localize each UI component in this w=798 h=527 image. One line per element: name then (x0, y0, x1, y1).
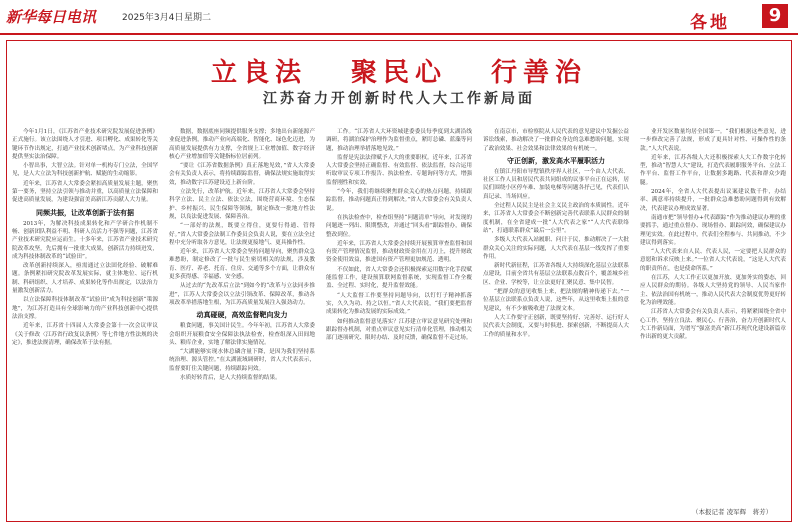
headline-part: 聚民心 (350, 58, 447, 88)
headline-part: 立良法 (210, 58, 307, 88)
body-paragraph: 粮食问题，事关国计民生。今年年初，江苏省人大常委会组织开展粮食安全保障法执法检查，检查组深入田间地头、粮库企业，实地了解法律实施情况。 (169, 323, 315, 346)
body-paragraph: “一部好的法规，既要立得住，更要行得通、管得好。”省人大常委会法制工作委员会负责人说，要在立法全过程中充分听取各方意见，让法规更接地气、更具操作性。 (169, 223, 315, 246)
body-paragraph: 在执法检查中，检查组坚持“问题清单”导向，对发现的问题逐一列出、限期整改，并通过“回头看”跟踪督办，确保整改到位。 (326, 214, 472, 238)
body-paragraph: 多级人大代表入站履职、问计于民，推动解决了一大批群众关心关注的实际问题，人大代表在基层一线发挥了重要作用。 (483, 237, 629, 260)
body-paragraph: “人大监督工作要坚持问题导向，以钉钉子精神抓落实，久久为功、持之以恒。”省人大代表说，“我们要把监督成果转化为推动发展的实际成效。” (326, 292, 472, 316)
body-paragraph: 在江苏，人大工作正以更加开放、更加务实的姿态，回应人民群众的期待。各级人大坚持党的领导、人民当家作主、依法治国有机统一，推动人民代表大会制度优势更好转化为治理效能。 (640, 275, 786, 306)
text-column (483, 128, 629, 518)
section-subheading: 同频共振，让改革创新于法有据 (36, 208, 134, 217)
section-title: 各地 (690, 13, 730, 33)
body-paragraph: 近年来，江苏省人大常委会持续开展预算审查监督和国有资产管理情况监督，推动财政资金用在刀刃上，提升财政资金使用效益，推进国有资产管理更加规范、透明。 (326, 240, 472, 264)
reporter-credit: （本报记者 凌军辉 蒋芳） (692, 508, 773, 516)
text-column (326, 128, 472, 518)
body-paragraph: 在南京市，市检察院从人民代表的意见建议中发掘公益诉讼线索，推动解决了一批群众身边的急难愁盼问题，实现了政治效果、社会效果和法律效果的有机统一。 (483, 129, 629, 152)
body-paragraph: 近年来，江苏省人大常委会紧扣高质量发展主题，聚焦第一要务，坚持立法引领与推动并重，以高质量立法保障和促进高质量发展，为建设强富美高新江苏贡献人大力量。 (12, 180, 158, 204)
body-paragraph: 不仅如此，省人大常委会还积极探索运用数字化手段赋能监督工作，建设预算联网监督系统，实现监督工作全覆盖、全过程、实时化，提升监督效能。 (326, 266, 472, 290)
body-paragraph: 全过程人民民主是社会主义民主政治的本质属性。近年来，江苏省人大常委会不断创新完善代表联系人民群众的制度机制，在全省建成一批“人大代表之家”“人大代表联络站”，打通联系群众“最后一公里”。 (483, 203, 629, 234)
body-paragraph: 监督是宪法法律赋予人大的重要职权。近年来，江苏省人大常委会坚持正确监督、有效监督、依法监督，综合运用听取审议专项工作报告、执法检查、专题询问等方式，增强监督刚性和实效。 (326, 154, 472, 186)
body-paragraph: 新时代新征程，江苏省各级人大持续深化基层立法联系点建设，目前全省共有基层立法联系点数百个，覆盖城乡社区、企业、学校等，让立法更好汇聚民意、集中民智。 (483, 263, 629, 286)
article-headline (0, 52, 798, 89)
masthead (0, 0, 798, 34)
section-subheading: 动真碰硬，高效监督靶向发力 (196, 311, 288, 320)
body-paragraph: 人大工作要守正创新，既要坚持好、完善好、运行好人民代表大会制度，又要与时俱进、探索创新，不断提高人大工作的质量和水平。 (483, 314, 629, 338)
article-body (12, 128, 786, 518)
page-number-badge: 9 (762, 4, 788, 28)
text-column (640, 128, 786, 518)
body-paragraph: 近年来，江苏省人大常委会坚持问题导向，聚焦群众急难愁盼，制定修改了一批与民生密切相关的法规，涉及教育、医疗、养老、托育、住房、交通等多个方面，让群众有更多获得感、幸福感、安全感。 (169, 249, 315, 281)
issue-date: 2025年3月4日 (122, 13, 184, 23)
masthead-divider (0, 33, 798, 35)
body-paragraph: “把群众的意见收集上来，把法规的精神传递下去。”一位基层立法联系点负责人说，这些年，从这里收集上报的意见建议，有不少被吸收进了法规文本。 (483, 289, 629, 312)
text-column (12, 128, 158, 518)
body-paragraph: 以立法保障科技体制改革“试验田”成为科技创新“策源地”，为江苏打造具有全球影响力的产业科技创新中心提供法治支撑。 (12, 297, 158, 320)
body-paragraph: 如何推动监督意见落实？江苏建立审议意见研究处理和跟踪督办机制，对重点审议意见实行清单化管理，推动相关部门逐项研究、限时办结、及时反馈，确保监督不走过场。 (326, 318, 472, 342)
body-paragraph: 从过去的“先改革后立法”到如今的“改革与立法同步推进”，江苏人大常委会以立法引领改革、保障改革，推动各项改革举措落地生根，为江苏高质量发展注入强劲动力。 (169, 283, 315, 306)
article-subheadline: 江苏奋力开创新时代人大工作新局面 (263, 91, 535, 107)
body-paragraph: “人大代表来自人民、代表人民，一定要把人民群众的意愿和诉求反映上来。”一位省人大代表说，“这是人大代表的职责所在，也是使命所系。” (640, 249, 786, 272)
body-paragraph: 近年来，江苏省十四届人大常委会第十一次会议审议《关于修改〈江苏省行政复议条例〉等七件地方性法规的决定》，推进法规清理，确保改革于法有据。 (12, 323, 158, 346)
body-paragraph: “大湖能够实现水体总磷含量下降，是因为我们坚持系统治理、源头管控。”在太湖流域调研时，省人大代表表示，监督要盯住关键问题，持续跟踪问效。 (169, 349, 315, 372)
body-paragraph: 水质好转背后，是人大持续监督的结果。 (180, 375, 281, 382)
body-paragraph: 今年1月1日，《江苏省产业技术研究院发展促进条例》正式施行。该立法围绕人才引进、项目孵化、成果转化等关键环节作出规定，打通产业技术创新堵点，为产业科技创新提供坚实法治保障。 (12, 129, 158, 160)
body-paragraph: 在镇江丹阳市导墅镇秩序界人社区，一个由人大代表、社区工作人员和居民代表共同组成的议事平台正在运转，居民们围绕小区停车难、加装电梯等问题各抒己见，代表们认真记录、当场回应。 (483, 168, 629, 200)
headline-part: 行善治 (491, 58, 588, 88)
text-column (169, 128, 315, 518)
body-paragraph: 业开发区数量均居全国第一。“我们根据这些意见，进一步修改完善了法规，形成了更具针对性、可操作性的条款。”人大代表说。 (640, 129, 786, 152)
issue-weekday: 星期二 (184, 13, 212, 23)
body-paragraph: 改革创新持续深入，亟需通过立法固化经验、破解难题。条例紧扣研究院改革发展实际，就主体地位、运行机制、科研组织、人才培养、成果转化等作出规定，以法治力量激发创新活力。 (12, 263, 158, 295)
body-paragraph: “要让《江苏省数据条例》真正落地见效，”省人大常委会有关负责人表示，将持续跟踪监督，确保法规实施取得实效，推动数字江苏建设迈上新台阶。 (169, 163, 315, 186)
body-paragraph: 2013年，为解决科技成果转化和产学研合作机制不畅、创新团队利益不明、科研人员活力不强等问题，江苏省产业技术研究院应运而生。十多年来，江苏省产业技术研究院改革攻坚，先后拥有一批重大成果，创新活力持续迸发，成为科技体制改革的“试验田”。 (12, 220, 158, 260)
body-paragraph: 2024年，全省人大代表提出议案建议数千件，办结率、满意率持续提升，一批群众急难愁盼问题得到有效解决，代表建议办理成效显著。 (640, 189, 786, 212)
body-paragraph: 小智出事，大智立法。针对单一机构专门立法，全国罕见，是人大立法为科技创新护航、赋能的生动缩影。 (12, 163, 158, 178)
body-paragraph: 数据，数据底座同频提供服务支撑；多地出台新能源产业促进条例，推动产业向高端化、智能化、绿色化迈进，为高质量发展提供有力支撑，全省规上工业增加值、数字经济核心产业增加值等关键指标位居前列。 (169, 129, 315, 160)
newspaper-logo[interactable]: 新华每日电讯 (6, 8, 97, 26)
body-paragraph: 立法先行，改革护航。近年来，江苏省人大常委会坚持科学立法、民主立法、依法立法，围绕营商环境、生态保护、乡村振兴、民生保障等领域，制定修改一批地方性法规，以良法促进发展、保障善治。 (169, 189, 315, 220)
body-paragraph: 南通市把“领导督办+代表跟踪”作为推动建议办理的重要抓手，通过重点督办、现场督办、跟踪问效，确保建议办理见实效。在此过程中，代表们全程参与、共同推动，不少建议得到落实。 (640, 214, 786, 246)
body-paragraph: 江苏省人大常委会有关负责人表示，将紧紧围绕全省中心工作，坚持立良法、聚民心、行善治，奋力开创新时代人大工作新局面，为谱写“强富美高”新江苏现代化建设新篇章作出新的更大贡献。 (640, 309, 786, 341)
body-paragraph: 工作。“江苏省人大环资城建委委员每季度到太湖沿线调研，将湖泊保护治理作为监督重点，紧盯总磷、蓝藻等问题，推动治理举措落地见效。” (326, 129, 472, 152)
section-subheading: 守正创新，激发高水平履职活力 (507, 156, 605, 165)
body-paragraph: “今年，我们将继续聚焦群众关心的热点问题，持续跟踪监督，推动问题真正得到解决。”省人大常委会有关负责人说。 (326, 189, 472, 212)
body-paragraph: 近年来，江苏各级人大还积极探索人大工作数字化转型，推动“智慧人大”建设，打造代表履职服务平台、立法工作平台、监督工作平台，让数据多跑路、代表和群众少跑腿。 (640, 154, 786, 186)
